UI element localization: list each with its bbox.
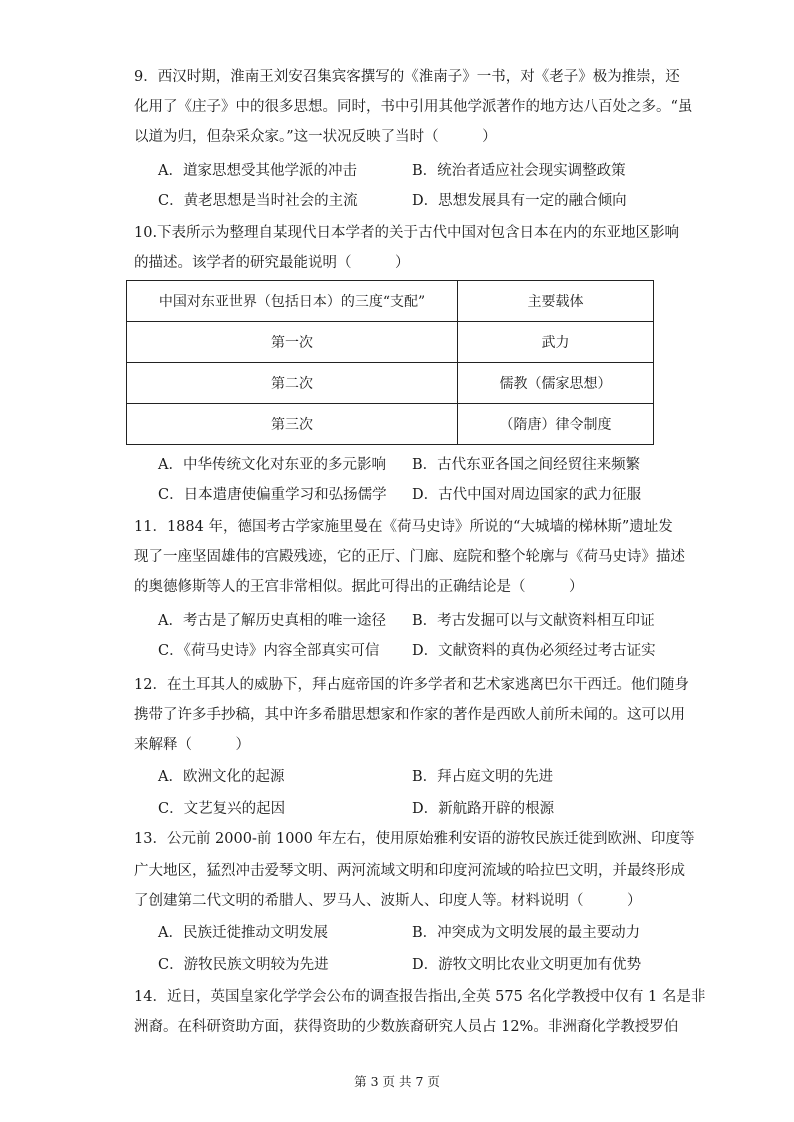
q13-option-d: D．游牧文明比农业文明更加有优势 [412,957,642,973]
q12-option-a: A．欧洲文化的起源 [158,769,285,785]
q13-line-1: 13．公元前 2000-前 1000 年左右，使用原始雅利安语的游牧民族迁徙到欧洲、印度等 [134,831,695,847]
q11-option-c: C．《荷马史诗》内容全部真实可信 [158,643,380,659]
table-cell: 第三次 [127,404,458,445]
q13-option-c: C．游牧民族文明较为先进 [158,957,329,973]
q10-line-2: 的描述。该学者的研究最能说明（ ） [134,255,410,271]
table-cell: 武力 [458,322,654,363]
q11-option-d: D．文献资料的真伪必须经过考古证实 [412,643,656,659]
q12-option-b: B．拜占庭文明的先进 [412,769,554,785]
table-row [127,322,654,363]
q10-option-c: C．日本遣唐使偏重学习和弘扬儒学 [158,487,387,503]
q10-table [126,280,654,445]
q9-option-b: B．统治者适应社会现实调整政策 [412,163,626,179]
table-cell: 第一次 [127,322,458,363]
q9-line-3: 以道为归，但杂采众家。”这一状况反映了当时（ ） [134,129,497,145]
table-cell: 儒教（儒家思想） [458,363,654,404]
q13-line-2: 广大地区，猛烈冲击爱琴文明、两河流域文明和印度河流域的哈拉巴文明，并最终形成 [134,863,685,879]
q10-line-1: 10.下表所示为整理自某现代日本学者的关于古代中国对包含日本在内的东亚地区影响 [134,225,680,241]
q9-option-d: D．思想发展具有一定的融合倾向 [412,193,627,209]
table-header-cell: 主要载体 [458,281,654,322]
q12-option-d: D．新航路开辟的根源 [412,801,555,817]
q14-line-2: 洲裔。在科研资助方面，获得资助的少数族裔研究人员占 12%。非洲裔化学教授罗伯 [134,1019,679,1035]
table-row [127,404,654,445]
q11-option-b: B．考古发掘可以与文献资料相互印证 [412,613,655,629]
q13-line-3: 了创建第二代文明的希腊人、罗马人、波斯人、印度人等。材料说明（ ） [134,893,642,909]
q11-line-1: 11．1884 年，德国考古学家施里曼在《荷马史诗》所说的“大城墙的梯林斯”遗址发 [134,519,673,535]
page-number: 第 3 页 共 7 页 [354,1074,440,1089]
q10-option-d: D．古代中国对周边国家的武力征服 [412,487,642,503]
table-header-cell: 中国对东亚世界（包括日本）的三度“支配” [127,281,458,322]
q9-line-1: 9．西汉时期，淮南王刘安召集宾客撰写的《淮南子》一书，对《老子》极为推崇，还 [134,69,680,85]
q10-option-b: B．古代东亚各国之间经贸往来频繁 [412,457,641,473]
q11-option-a: A．考古是了解历史真相的唯一途径 [158,613,386,629]
q14-line-1: 14．近日，英国皇家化学学会公布的调查报告指出,全英 575 名化学教授中仅有 1 名是非 [134,989,706,1005]
q12-option-c: C．文艺复兴的起因 [158,801,286,817]
q12-line-2: 携带了许多手抄稿，其中许多希腊思想家和作家的著作是西欧人前所未闻的。这可以用 [134,707,685,723]
q11-line-2: 现了一座坚固雄伟的宫殿残迹，它的正厅、门廊、庭院和整个轮廓与《荷马史诗》描述 [134,549,685,565]
table-cell: （隋唐）律令制度 [458,404,654,445]
q12-line-3: 来解释（ ） [134,737,250,753]
q9-option-a: A．道家思想受其他学派的冲击 [158,163,357,179]
q12-line-1: 12．在土耳其人的威胁下，拜占庭帝国的许多学者和艺术家逃离巴尔干西迁。他们随身 [134,677,689,693]
q13-option-b: B．冲突成为文明发展的最主要动力 [412,925,641,941]
q10-option-a: A．中华传统文化对东亚的多元影响 [158,457,386,473]
q9-line-2: 化用了《庄子》中的很多思想。同时，书中引用其他学派著作的地方达八百处之多。“虽 [134,99,693,115]
q13-option-a: A．民族迁徙推动文明发展 [158,925,328,941]
q9-option-c: C．黄老思想是当时社会的主流 [158,193,358,209]
table-cell: 第二次 [127,363,458,404]
table-header-row [127,281,654,322]
q11-line-3: 的奥德修斯等人的王宫非常相似。据此可得出的正确结论是（ ） [134,579,584,595]
table-row [127,363,654,404]
